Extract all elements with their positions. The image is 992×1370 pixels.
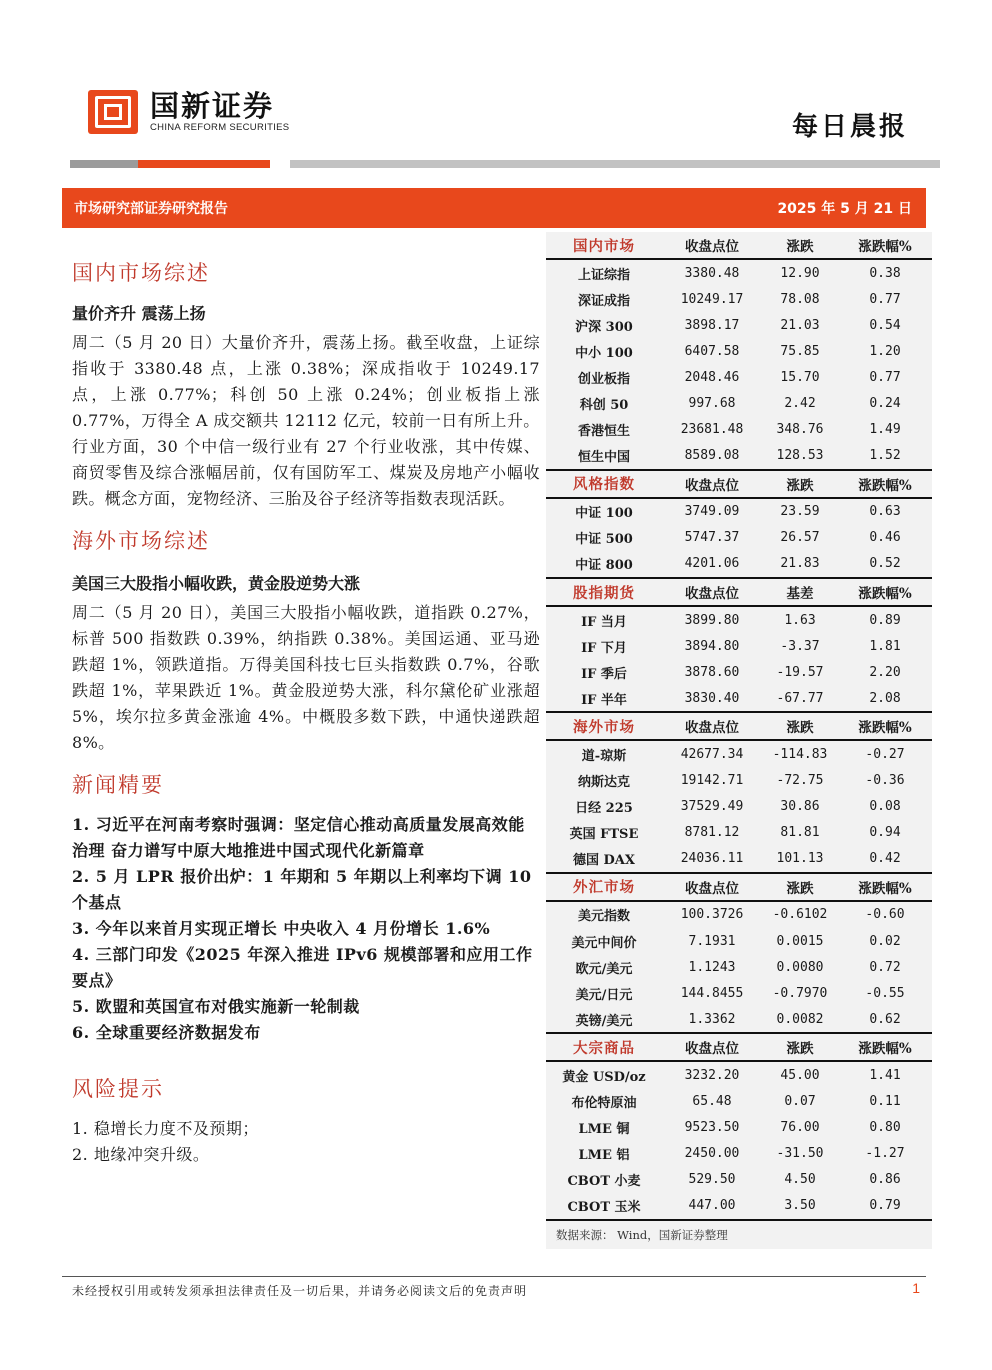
market-table [546,1034,932,1219]
footer-disclaimer: 未经授权引用或转发须承担法律责任及一切后果，并请务必阅读文后的免责声明 [72,1284,528,1298]
table-row [546,954,932,980]
table-cell: 3232.20 [684,1067,740,1083]
table-cell: 0.63 [869,504,901,520]
table-cell: 15.70 [780,369,820,385]
data-source-note: 数据来源： Wind，国新证券整理 [546,1219,932,1249]
table-row-label: 欧元/美元 [575,961,633,977]
table-row [546,417,932,443]
table-cell: 0.07 [784,1093,816,1109]
table-cell: -114.83 [772,746,828,762]
header-divider-grey [70,160,138,168]
risk-item: 1. 稳增长力度不及预期； [72,1119,259,1138]
table-cell: 2450.00 [684,1146,740,1162]
table-row-label: 沪深 300 [575,319,633,335]
table-cell: 0.08 [869,799,901,815]
table-header-cell: 收盘点位 [685,586,739,603]
table-row [546,390,932,416]
table-row [546,364,932,390]
table-cell: -72.75 [776,773,824,789]
table-cell: 3899.80 [684,612,740,628]
market-tables [546,232,932,1219]
table-cell: -67.77 [776,690,824,706]
overseas-paragraph-1: 周二（5 月 20 日），美国三大股指小幅收跌，道指跌 0.27%，标普 500 指数跌 0.39%，纳指跌 0.38%。美国运通、亚马逊跌超 1%，领跌道指。万得美国科技七巨头指数跌 0.7%，谷歌跌超 1%，苹果跌近 1%。黄金股逆势大涨，科尔黛伦矿业涨超 5%，埃尔拉多黄金涨逾 4%。中概股多数下跌，中通快递跌超 8%。 [72,603,540,752]
table-cell: 1.81 [869,638,901,654]
table-cell: -0.6102 [772,907,828,923]
table-cell: 0.52 [869,556,901,572]
banner-date: 2025 年 5 月 21 日 [777,201,912,217]
table-cell: -0.55 [865,985,905,1001]
table-header-cell: 涨跌 [786,239,814,255]
table-row [546,443,932,469]
table-row-label: 美元指数 [577,909,630,925]
table-cell: 21.83 [780,556,820,572]
table-row-label: IF 季后 [581,666,627,682]
table-row-label: 日经 225 [575,801,633,817]
table-header-cell: 国内市场 [573,237,635,255]
table-cell: 0.0015 [776,933,824,949]
table-cell: -0.7970 [772,985,828,1001]
header-divider-grey-long [290,160,940,168]
table-cell: 0.79 [869,1198,901,1214]
table-cell: 65.48 [692,1093,732,1109]
page-number: 1 [912,1280,920,1296]
table-row [546,1062,932,1088]
table-cell: 4201.06 [684,556,740,572]
table-cell: 81.81 [780,825,820,841]
table-header-cell: 收盘点位 [685,1041,739,1058]
table-cell: -0.36 [865,773,905,789]
table-row [546,633,932,659]
table-cell: 21.03 [780,317,820,333]
risk-list [72,1116,540,1168]
table-cell: 3894.80 [684,638,740,654]
table-row-label: 布伦特原油 [571,1095,637,1111]
table-cell: 3749.09 [684,504,740,520]
market-table [546,579,932,713]
table-row-label: 美元中间价 [571,935,637,951]
overseas-subtitle: 美国三大股指小幅收跌，黄金股逆势大涨 [72,574,361,593]
table-cell: 78.08 [780,291,820,307]
table-cell: 529.50 [688,1172,736,1188]
table-row-label: 黄金 USD/oz [562,1069,646,1085]
table-header-cell: 大宗商品 [573,1039,635,1057]
table-cell: 2.08 [869,690,901,706]
news-list [72,812,540,1046]
table-row-label: 恒生中国 [577,450,630,466]
table-header-row [546,579,932,607]
table-cell: 3.50 [784,1198,816,1214]
table-row-label: 英国 FTSE [569,827,639,843]
table-header-cell: 涨跌幅% [858,239,912,255]
table-row-label: 科创 50 [579,398,629,414]
table-row-label: 中证 500 [575,532,633,548]
table-row-label: 上证综指 [577,267,630,283]
logo-cn-text: 国新证券 [150,89,275,123]
table-row [546,525,932,551]
table-row-label: 美元/日元 [575,987,633,1003]
table-cell: 0.80 [869,1120,901,1136]
table-row [546,902,932,928]
table-header-cell: 涨跌 [786,720,814,737]
table-cell: 42677.34 [680,746,744,762]
table-row [546,260,932,286]
domestic-section-title: 国内市场综述 [72,261,210,285]
table-header-cell: 收盘点位 [685,239,739,255]
table-row [546,980,932,1006]
table-row-label: IF 半年 [581,692,627,708]
table-cell: 8589.08 [684,448,740,464]
table-cell: -0.60 [865,907,905,923]
table-row [546,1193,932,1219]
table-row-label: IF 下月 [581,640,627,656]
table-cell: 2.20 [869,664,901,680]
table-row [546,1006,932,1032]
table-cell: -3.37 [780,638,820,654]
table-cell: 128.53 [776,448,824,464]
news-section-title: 新闻精要 [72,773,164,797]
domestic-subtitle: 量价齐升 震荡上扬 [72,304,206,323]
market-table [546,713,932,873]
table-row-label: 创业板指 [577,371,630,387]
table-header-row [546,1034,932,1062]
risk-item: 2. 地缘冲突升级。 [72,1145,210,1164]
table-header-row [546,713,932,741]
news-item: 2. 5 月 LPR 报价出炉：1 年期和 5 年期以上利率均下调 10 个基点 [72,867,532,912]
table-cell: 0.24 [869,396,901,412]
left-column [72,256,540,1168]
table-header-cell: 海外市场 [573,718,635,736]
table-cell: 76.00 [780,1120,820,1136]
table-row [546,768,932,794]
market-table [546,874,932,1034]
table-cell: 0.86 [869,1172,901,1188]
table-row-label: IF 当月 [581,614,627,630]
table-row [546,928,932,954]
logo-en-text: CHINA REFORM SECURITIES [150,122,290,133]
table-cell: 0.42 [869,851,901,867]
header-divider-red [138,160,270,168]
table-cell: 7.1931 [688,933,736,949]
table-row-label: LME 铝 [578,1148,630,1164]
table-row [546,338,932,364]
table-cell: 0.77 [869,369,901,385]
table-cell: 30.86 [780,799,820,815]
table-cell: 1.49 [869,422,901,438]
table-cell: 0.72 [869,959,901,975]
table-cell: 0.46 [869,530,901,546]
logo-mark-icon [88,90,138,134]
report-type: 每日晨报 [791,112,908,142]
table-row-label: 香港恒生 [577,424,630,440]
table-cell: 1.63 [784,612,816,628]
table-cell: 2048.46 [684,369,740,385]
table-cell: 0.0082 [776,1011,824,1027]
table-cell: 1.52 [869,448,901,464]
overseas-section-title: 海外市场综述 [72,529,210,553]
risk-section-title: 风险提示 [72,1077,164,1101]
table-cell: 3878.60 [684,664,740,680]
table-cell: 6407.58 [684,343,740,359]
table-cell: 1.20 [869,343,901,359]
news-item: 5. 欧盟和英国宣布对俄实施新一轮制裁 [72,997,360,1016]
table-row [546,685,932,711]
table-cell: 1.3362 [688,1011,736,1027]
table-row-label: CBOT 玉米 [567,1200,641,1216]
table-cell: 0.38 [869,265,901,281]
table-cell: 45.00 [780,1067,820,1083]
table-row-label: 中证 100 [575,506,633,522]
news-item: 4. 三部门印发《2025 年深入推进 IPv6 规模部署和应用工作要点》 [72,945,533,990]
table-cell: -19.57 [776,664,824,680]
market-data-panel [546,232,932,1249]
table-cell: 1.1243 [688,959,736,975]
table-cell: 0.89 [869,612,901,628]
table-cell: 0.94 [869,825,901,841]
table-header-cell: 外汇市场 [573,879,635,897]
domestic-paragraph-2: 行业方面，30 个中信一级行业有 27 个行业收涨，其中传媒、商贸零售及综合涨幅居前，仅有国防军工、煤炭及房地产小幅收跌。概念方面，宠物经济、三胎及谷子经济等指数表现活跃。 [72,437,540,508]
table-row [546,499,932,525]
table-cell: 75.85 [780,343,820,359]
table-cell: 4.50 [784,1172,816,1188]
table-row [546,1115,932,1141]
table-cell: 24036.11 [680,851,744,867]
table-cell: 37529.49 [680,799,744,815]
market-table [546,471,932,579]
table-header-cell: 收盘点位 [685,880,739,897]
table-cell: 8781.12 [684,825,740,841]
table-cell: 0.77 [869,291,901,307]
company-logo [88,90,289,134]
domestic-paragraph-1: 周二（5 月 20 日）大量价齐升，震荡上扬。截至收盘，上证综指收于 3380.48 点，上涨 0.38%；深成指收于 10249.17 点，上涨 0.77%；科创 50 上涨 0.24%；创业板指上涨 0.77%，万得全 A 成交额共 12112 亿元，较前一日有所上升。 [72,333,540,430]
table-row [546,312,932,338]
table-row-label: 中小 100 [575,345,633,361]
table-row [546,794,932,820]
table-header-cell: 收盘点位 [685,477,739,494]
table-row [546,741,932,767]
footer-divider [62,1276,926,1277]
table-row [546,551,932,577]
table-cell: -1.27 [865,1146,905,1162]
market-table [546,232,932,471]
table-row [546,820,932,846]
report-banner [62,188,926,228]
table-header-row [546,874,932,902]
table-cell: 12.90 [780,265,820,281]
table-cell: -31.50 [776,1146,824,1162]
table-cell: 19142.71 [680,773,744,789]
table-row [546,846,932,872]
table-row-label: LME 铜 [578,1122,630,1138]
table-cell: 0.0080 [776,959,824,975]
news-item: 1. 习近平在河南考察时强调：坚定信心推动高质量发展高效能治理 奋力谱写中原大地推进中国式现代化新篇章 [72,815,525,860]
table-header-cell: 基差 [786,586,814,603]
table-cell: 447.00 [688,1198,736,1214]
table-row-label: 道-琼斯 [581,748,627,764]
table-row [546,1141,932,1167]
table-row-label: 英镑/美元 [575,1013,633,1029]
table-header-cell: 涨跌幅% [858,720,912,737]
table-row [546,1088,932,1114]
table-header-row [546,471,932,499]
banner-department: 市场研究部证券研究报告 [74,201,228,217]
table-cell: 23.59 [780,504,820,520]
table-cell: 0.02 [869,933,901,949]
table-header-cell: 收盘点位 [685,720,739,737]
table-cell: 23681.48 [680,422,744,438]
news-item: 6. 全球重要经济数据发布 [72,1023,261,1042]
table-row [546,1167,932,1193]
news-item: 3. 今年以来首月实现正增长 中央收入 4 月份增长 1.6% [72,919,491,938]
table-cell: 3380.48 [684,265,740,281]
table-cell: 144.8455 [680,985,744,1001]
table-header-cell: 涨跌 [786,477,814,494]
table-row [546,659,932,685]
table-cell: 101.13 [776,851,824,867]
table-cell: 26.57 [780,530,820,546]
table-cell: 1.41 [869,1067,901,1083]
table-row-label: CBOT 小麦 [567,1174,641,1190]
table-cell: 5747.37 [684,530,740,546]
table-header-cell: 涨跌幅% [858,477,912,494]
table-cell: 9523.50 [684,1120,740,1136]
table-header-cell: 股指期货 [573,584,635,602]
table-header-row [546,232,932,260]
table-cell: 10249.17 [680,291,744,307]
table-row-label: 纳斯达克 [577,775,630,791]
table-header-cell: 涨跌 [786,1041,814,1058]
table-cell: 997.68 [688,396,736,412]
table-row [546,607,932,633]
table-row-label: 德国 DAX [573,853,635,869]
table-cell: 2.42 [784,396,816,412]
table-cell: 0.11 [869,1093,901,1109]
table-row-label: 中证 800 [575,558,633,574]
table-cell: -0.27 [865,746,905,762]
table-cell: 348.76 [776,422,824,438]
table-cell: 3898.17 [684,317,740,333]
table-header-cell: 涨跌 [786,880,814,897]
table-header-cell: 涨跌幅% [858,1041,912,1058]
table-cell: 0.62 [869,1011,901,1027]
table-row [546,286,932,312]
table-header-cell: 涨跌幅% [858,880,912,897]
table-row-label: 深证成指 [577,293,630,309]
table-header-cell: 涨跌幅% [858,586,912,603]
table-header-cell: 风格指数 [573,476,635,494]
table-cell: 3830.40 [684,690,740,706]
table-cell: 100.3726 [680,907,744,923]
table-cell: 0.54 [869,317,901,333]
